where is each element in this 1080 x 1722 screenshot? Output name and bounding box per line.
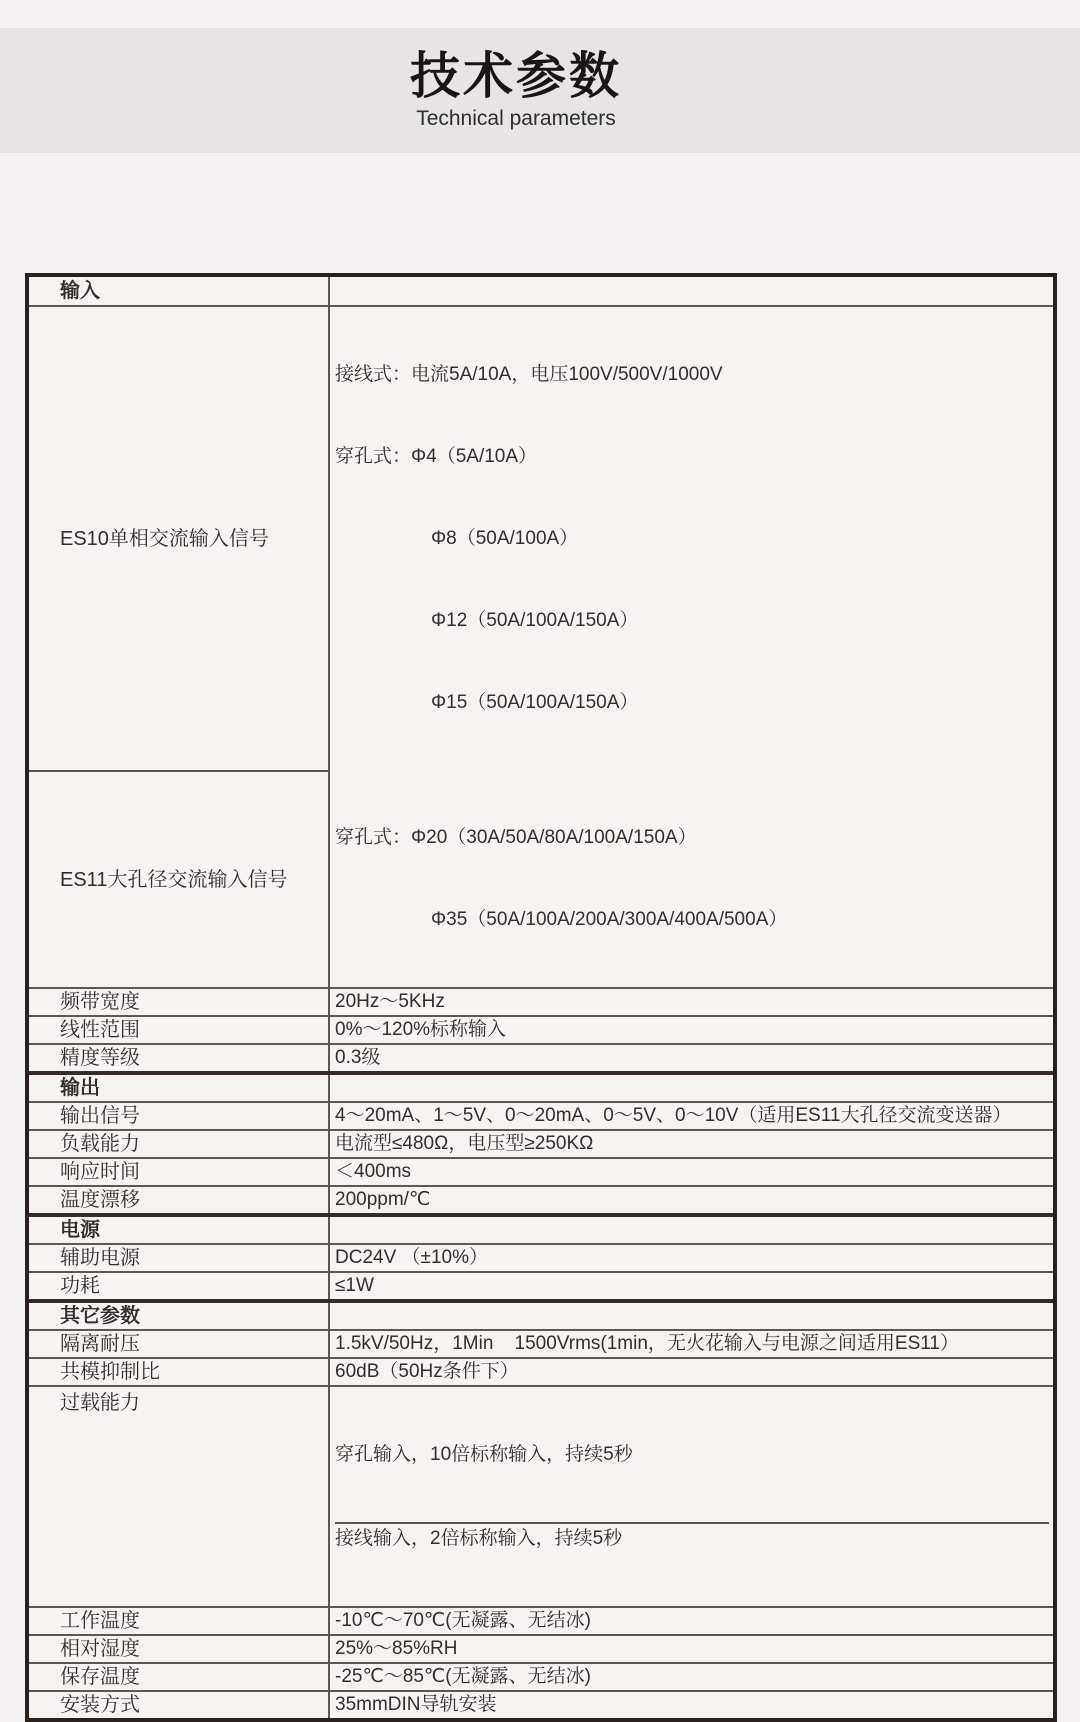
param-label: 响应时间	[60, 1161, 140, 1183]
section-label: 输入	[60, 280, 100, 302]
value-line: Φ12（50A/100A/150A）	[431, 610, 639, 631]
param-value: ＜400ms	[328, 1159, 1053, 1185]
table-row-section-power	[29, 1213, 1053, 1243]
param-value: 0%～120%标称输入	[328, 1017, 1053, 1043]
table-row-section-output	[29, 1071, 1053, 1101]
param-value: 200ppm/℃	[328, 1187, 1053, 1213]
value-line: 接线输入，2倍标称输入，持续5秒	[335, 1522, 1049, 1554]
value-line: Φ35（50A/100A/200A/300A/400A/500A）	[431, 909, 788, 930]
table-row-power-consumption	[29, 1271, 1053, 1299]
table-row-section-input	[29, 277, 1053, 305]
value-line: Φ15（50A/100A/150A）	[431, 692, 639, 713]
param-label: ES11大孔径交流输入信号	[29, 770, 328, 987]
value-line: Φ8（50A/100A）	[431, 528, 579, 549]
param-label: 共模抑制比	[60, 1361, 160, 1383]
table-row-linear-range	[29, 1015, 1053, 1043]
table-row-output-signal	[29, 1101, 1053, 1129]
page-subtitle: Technical parameters	[416, 106, 616, 130]
param-value: -10℃～70℃(无凝露、无结冰)	[328, 1608, 1053, 1634]
table-row-mounting	[29, 1690, 1053, 1718]
param-label: 隔离耐压	[60, 1333, 140, 1355]
param-value: ≤1W	[328, 1273, 1053, 1299]
table-row-load-capacity	[29, 1129, 1053, 1157]
param-value: 60dB（50Hz条件下）	[328, 1359, 1053, 1385]
param-label: 功耗	[60, 1275, 100, 1297]
param-label: 相对湿度	[60, 1638, 140, 1660]
table-row-isolation	[29, 1329, 1053, 1357]
empty-cell	[328, 1303, 1053, 1329]
table-row-cmrr	[29, 1357, 1053, 1385]
param-label: 温度漂移	[60, 1189, 140, 1211]
param-label: 负载能力	[60, 1133, 140, 1155]
table-row-storage-temp	[29, 1662, 1053, 1690]
param-label: 频带宽度	[60, 991, 140, 1013]
page-title: 技术参数	[410, 48, 622, 105]
header-band	[0, 28, 1080, 153]
param-value: 1.5kV/50Hz，1Min 1500Vrms(1min，无火花输入与电源之间适用ES11）	[328, 1331, 1053, 1357]
empty-cell	[328, 1217, 1053, 1243]
param-label: 安装方式	[60, 1694, 140, 1716]
table-row-section-other	[29, 1299, 1053, 1329]
section-label: 输出	[60, 1077, 100, 1099]
param-value: 35mmDIN导轨安装	[328, 1692, 1053, 1718]
header-wrap	[0, 28, 1080, 153]
value-line: 穿孔式：Φ20（30A/50A/80A/100A/150A）	[335, 827, 697, 848]
param-label: 保存温度	[60, 1666, 140, 1688]
table-row-accuracy	[29, 1043, 1053, 1071]
param-label: 工作温度	[60, 1610, 140, 1632]
param-label: 线性范围	[60, 1019, 140, 1041]
table-row-bandwidth	[29, 987, 1053, 1015]
param-value	[328, 770, 1053, 987]
param-label: 精度等级	[60, 1047, 140, 1069]
table-row-es11	[29, 770, 1053, 987]
value-line: 穿孔式：Φ4（5A/10A）	[335, 446, 538, 467]
param-value: DC24V （±10%）	[328, 1245, 1053, 1271]
table-row-overload	[29, 1385, 1053, 1606]
value-line: 穿孔输入，10倍标称输入，持续5秒	[335, 1444, 633, 1465]
param-value: 25%～85%RH	[328, 1636, 1053, 1662]
value-line: 接线式：电流5A/10A，电压100V/500V/1000V	[335, 364, 723, 385]
section-label: 其它参数	[60, 1305, 140, 1327]
param-label: ES10单相交流输入信号	[60, 527, 269, 550]
table-row-response-time	[29, 1157, 1053, 1185]
technical-parameters-table	[25, 273, 1057, 1722]
param-value: 电流型≤480Ω，电压型≥250KΩ	[328, 1131, 1053, 1157]
table-row-temp-drift	[29, 1185, 1053, 1213]
param-label: 输出信号	[60, 1105, 140, 1127]
param-value: 4～20mA、1～5V、0～20mA、0～5V、0～10V（适用ES11大孔径交流变送器）	[328, 1103, 1053, 1129]
param-value	[328, 307, 1053, 770]
param-value: -25℃～85℃(无凝露、无结冰)	[328, 1664, 1053, 1690]
section-label: 电源	[60, 1219, 100, 1241]
param-label: 辅助电源	[60, 1247, 140, 1269]
empty-cell	[328, 1075, 1053, 1101]
table-row-operating-temp	[29, 1606, 1053, 1634]
param-label: 过载能力	[60, 1392, 140, 1414]
param-value: 20Hz～5KHz	[328, 989, 1053, 1015]
table-row-es10	[29, 305, 1053, 770]
param-value: 0.3级	[328, 1045, 1053, 1071]
table-row-aux-power	[29, 1243, 1053, 1271]
table-row-humidity	[29, 1634, 1053, 1662]
param-value	[328, 1387, 1053, 1606]
empty-cell	[328, 277, 1053, 305]
